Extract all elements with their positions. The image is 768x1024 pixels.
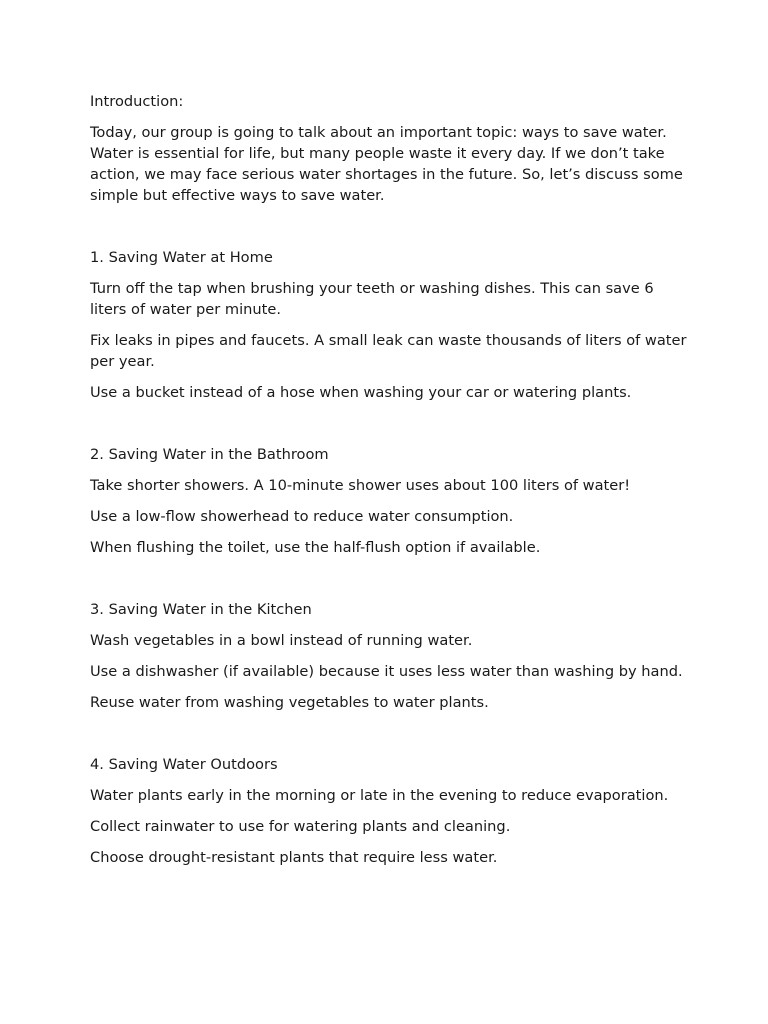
intro-label: Introduction: (90, 93, 184, 110)
section-heading: 4. Saving Water Outdoors (90, 756, 278, 773)
section-home (90, 247, 690, 403)
section-item: Turn off the tap when brushing your teeth or washing dishes. This can save 6 liters of water per minute. (90, 280, 654, 318)
section-heading: 2. Saving Water in the Bathroom (90, 446, 329, 463)
section-spacer (90, 216, 690, 247)
section-item: Take shorter showers. A 10-minute shower uses about 100 liters of water! (90, 477, 631, 494)
section-item: Use a bucket instead of a hose when washing your car or watering plants. (90, 384, 632, 401)
section-spacer (90, 723, 690, 754)
intro-paragraph: Today, our group is going to talk about an important topic: ways to save water. Water is essential for life, but many people waste it every day. If we don’t take action, we may face serious water shortages in the future. So, let’s discuss some simple but effective ways to save water. (90, 124, 683, 204)
section-item: Choose drought-resistant plants that require less water. (90, 849, 498, 866)
section-bathroom (90, 444, 690, 558)
section-item: Water plants early in the morning or late in the evening to reduce evaporation. (90, 787, 669, 804)
section-outdoors (90, 754, 690, 868)
section-heading: 3. Saving Water in the Kitchen (90, 601, 312, 618)
section-item: Reuse water from washing vegetables to water plants. (90, 694, 489, 711)
section-item: Collect rainwater to use for watering plants and cleaning. (90, 818, 511, 835)
section-item: Use a low-flow showerhead to reduce water consumption. (90, 508, 514, 525)
section-kitchen (90, 599, 690, 713)
document-page (90, 91, 690, 878)
section-spacer (90, 568, 690, 599)
section-item: Use a dishwasher (if available) because it uses less water than washing by hand. (90, 663, 683, 680)
section-spacer (90, 413, 690, 444)
section-heading: 1. Saving Water at Home (90, 249, 273, 266)
section-item: Fix leaks in pipes and faucets. A small leak can waste thousands of liters of water per year. (90, 332, 687, 370)
section-item: When flushing the toilet, use the half-flush option if available. (90, 539, 541, 556)
section-item: Wash vegetables in a bowl instead of running water. (90, 632, 473, 649)
